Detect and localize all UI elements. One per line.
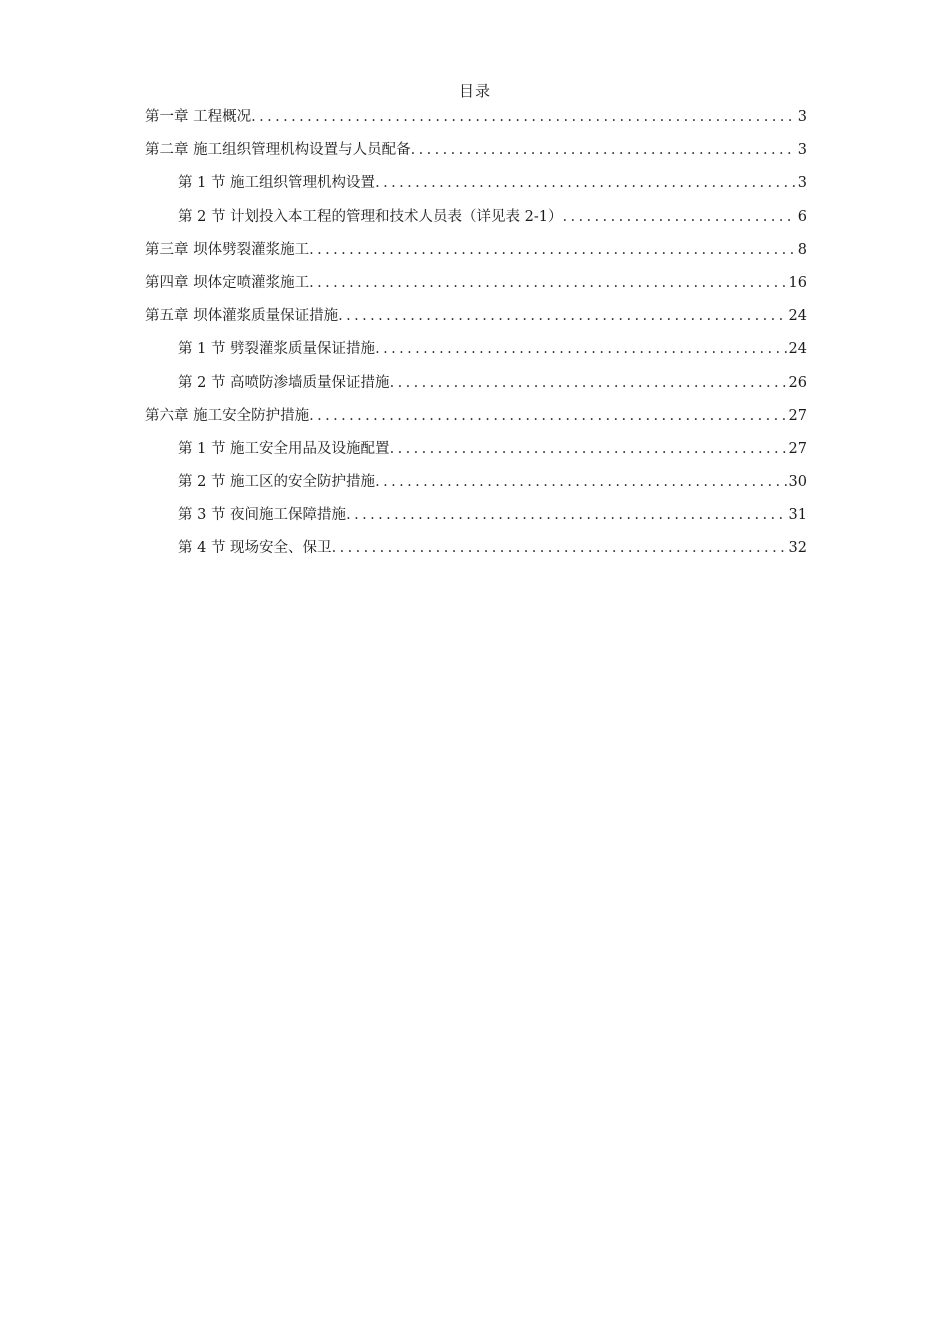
toc-leader-dots xyxy=(411,137,796,163)
toc-entry-label: 第 1 节 施工安全用品及设施配置 xyxy=(178,440,390,457)
toc-entry-page: 16 xyxy=(788,274,807,291)
toc-leader-dots xyxy=(346,502,786,528)
toc-entry-page: 30 xyxy=(788,474,807,491)
toc-entry-page: 24 xyxy=(788,341,807,358)
toc-entry-label: 第六章 施工安全防护措施 xyxy=(145,407,310,424)
toc-entry-page: 3 xyxy=(797,175,807,192)
toc-entry[interactable] xyxy=(145,469,807,502)
toc-leader-dots xyxy=(309,237,796,263)
toc-leader-dots xyxy=(309,270,786,296)
toc-entry[interactable] xyxy=(145,104,807,137)
toc-entry-page: 27 xyxy=(788,407,807,424)
toc-entry-label: 第 3 节 夜间施工保障措施 xyxy=(178,507,347,524)
toc-leader-dots xyxy=(375,336,786,362)
toc-leader-dots xyxy=(309,403,786,429)
toc-entry-label: 第三章 坝体劈裂灌浆施工 xyxy=(145,241,310,258)
toc-entry-label: 第 1 节 施工组织管理机构设置 xyxy=(178,175,376,192)
toc-entry-label: 第一章 工程概况 xyxy=(145,109,252,125)
toc-entry[interactable] xyxy=(145,204,807,237)
toc-entry-label: 第 2 节 施工区的安全防护措施 xyxy=(178,474,376,491)
toc-entry[interactable] xyxy=(145,170,807,203)
toc-leader-dots xyxy=(332,535,787,561)
toc-entry[interactable] xyxy=(145,502,807,535)
toc-leader-dots xyxy=(375,170,796,196)
toc-entry[interactable] xyxy=(145,436,807,469)
toc-entry[interactable] xyxy=(145,237,807,270)
toc-entry-label: 第 1 节 劈裂灌浆质量保证措施 xyxy=(178,341,376,358)
toc-entry[interactable] xyxy=(145,270,807,303)
toc-leader-dots xyxy=(390,436,787,462)
toc-entry-page: 3 xyxy=(797,142,807,159)
toc-entry[interactable] xyxy=(145,403,807,436)
toc-leader-dots xyxy=(251,104,796,130)
toc-entry-page: 24 xyxy=(788,308,807,325)
toc-list xyxy=(145,104,807,569)
toc-entry[interactable] xyxy=(145,303,807,336)
toc-entry-page: 32 xyxy=(788,540,807,557)
toc-leader-dots xyxy=(390,370,787,396)
toc-title: 目录 xyxy=(458,82,491,100)
toc-leader-dots xyxy=(338,303,786,329)
toc-entry[interactable] xyxy=(145,336,807,369)
toc-entry-page: 31 xyxy=(788,507,807,524)
toc-entry-page: 26 xyxy=(788,374,807,391)
toc-entry-label: 第四章 坝体定喷灌浆施工 xyxy=(145,274,310,291)
toc-leader-dots xyxy=(563,204,796,230)
toc-entry-page: 6 xyxy=(797,208,807,225)
toc-entry-page: 3 xyxy=(797,109,807,125)
toc-entry-label: 第五章 坝体灌浆质量保证措施 xyxy=(145,308,339,325)
toc-entry[interactable] xyxy=(145,370,807,403)
toc-entry[interactable] xyxy=(145,137,807,170)
toc-entry-page: 27 xyxy=(788,440,807,457)
toc-entry-label: 第二章 施工组织管理机构设置与人员配备 xyxy=(145,142,411,159)
toc-entry-label: 第 4 节 现场安全、保卫 xyxy=(178,540,332,557)
toc-entry-label: 第 2 节 计划投入本工程的管理和技术人员表（详见表 2-1） xyxy=(178,208,563,225)
toc-leader-dots xyxy=(375,469,786,495)
toc-entry-page: 8 xyxy=(797,241,807,258)
toc-entry[interactable] xyxy=(145,535,807,568)
toc-entry-label: 第 2 节 高喷防渗墙质量保证措施 xyxy=(178,374,390,391)
